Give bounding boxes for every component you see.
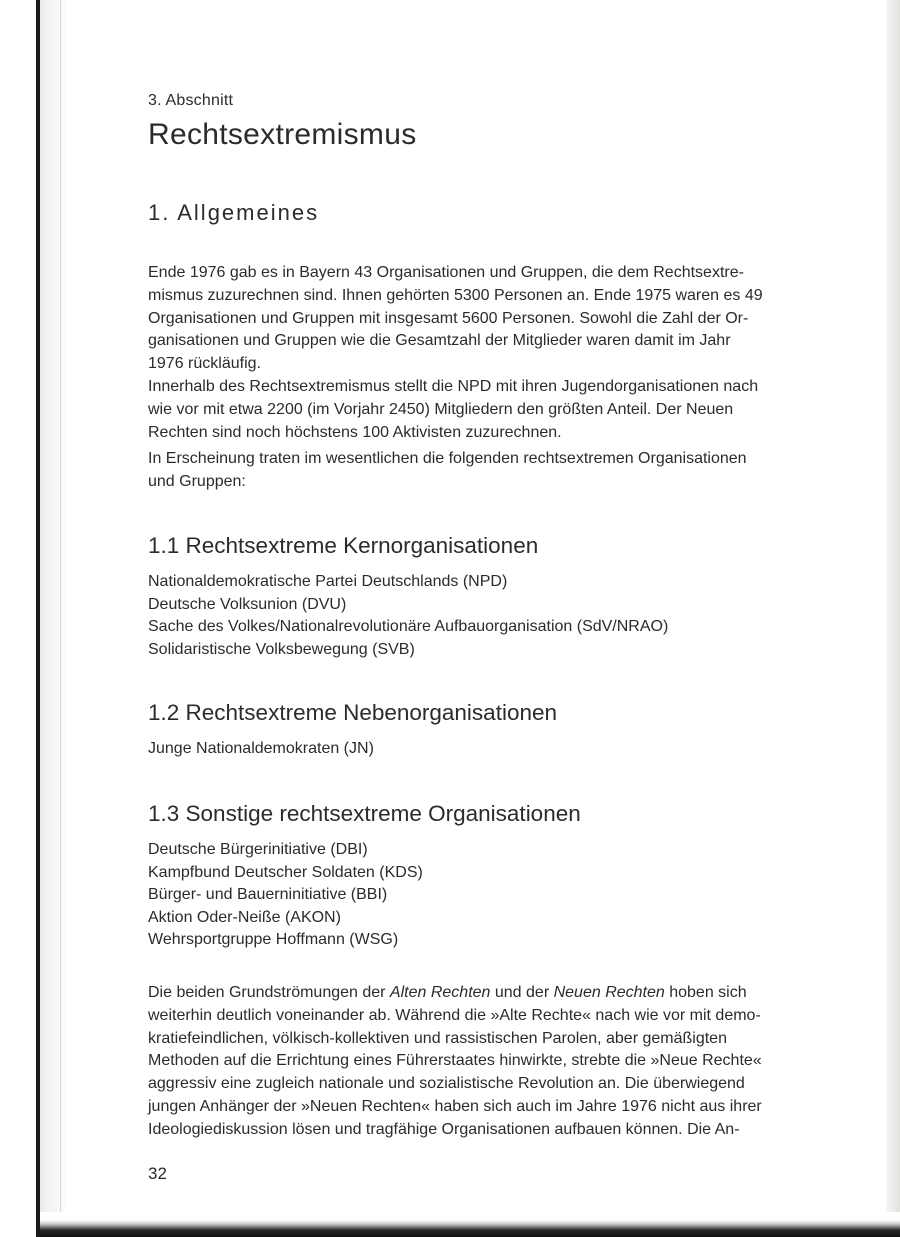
page-title: Rechtsextremismus bbox=[148, 118, 417, 151]
scan-bottom-edge bbox=[40, 1212, 900, 1237]
text-line: kratiefeindlichen, völkisch-kollektiven und rassistischen Parolen, aber gemäßigten bbox=[148, 1029, 727, 1047]
list-item: Deutsche Volksunion (DVU) bbox=[148, 595, 347, 613]
list-item: Solidaristische Volksbewegung (SVB) bbox=[148, 640, 415, 658]
text-line: Ideologiediskussion lösen und tragfähige Organisationen aufbauen können. Die An- bbox=[148, 1120, 740, 1138]
list-item: Sache des Volkes/Nationalrevolutionäre Aufbauorganisation (SdV/NRAO) bbox=[148, 618, 669, 636]
text-line: Ende 1976 gab es in Bayern 43 Organisationen und Gruppen, die dem Rechtsextre- bbox=[148, 264, 744, 281]
heading-sonstige-organisationen: 1.3 Sonstige rechtsextreme Organisationen bbox=[148, 801, 581, 826]
heading-kernorganisationen: 1.1 Rechtsextreme Kernorganisationen bbox=[148, 533, 539, 558]
text-line: wie vor mit etwa 2200 (im Vorjahr 2450) Mitgliedern den größten Anteil. Der Neuen bbox=[148, 400, 734, 418]
text-line bbox=[148, 982, 840, 1005]
text-line: weiterhin deutlich voneinander ab. Während die »Alte Rechte« nach wie vor mit demo- bbox=[148, 1006, 761, 1024]
paragraph-closing bbox=[148, 982, 840, 1142]
text-line: und Gruppen: bbox=[148, 472, 246, 490]
paragraph-2 bbox=[148, 376, 840, 444]
list-item: Nationaldemokratische Partei Deutschlands (NPD) bbox=[148, 573, 508, 590]
text-line: 1976 rückläufig. bbox=[148, 355, 261, 373]
term-alte-rechte: Alten Rechten bbox=[389, 984, 491, 1001]
text-line: Methoden auf die Errichtung eines Führerstaates hinwirkte, strebte die »Neue Rechte« bbox=[148, 1052, 762, 1070]
paragraph-3 bbox=[148, 448, 840, 494]
paragraph-1 bbox=[148, 262, 840, 376]
text-fragment: hoben sich bbox=[664, 984, 747, 1001]
list-sonstige-organisationen bbox=[148, 839, 423, 952]
list-item: Junge Nationaldemokraten (JN) bbox=[148, 740, 374, 757]
text-line: Organisationen und Gruppen mit insgesamt 5600 Personen. Sowohl die Zahl der Or- bbox=[148, 309, 749, 327]
text-line: jungen Anhänger der »Neuen Rechten« haben sich auch im Jahre 1976 nicht aus ihrer bbox=[148, 1097, 762, 1115]
list-item: Aktion Oder-Neiße (AKON) bbox=[148, 908, 341, 926]
text-fragment: und der bbox=[490, 984, 554, 1001]
text-fragment: Die beiden Grundströmungen der bbox=[148, 984, 390, 1001]
heading-allgemeines: 1. Allgemeines bbox=[148, 200, 320, 225]
list-item: Deutsche Bürgerinitiative (DBI) bbox=[148, 841, 368, 858]
text-line: In Erscheinung traten im wesentlichen die folgenden rechtsextremen Organisationen bbox=[148, 450, 747, 467]
page-gutter bbox=[40, 0, 66, 1237]
list-nebenorganisationen bbox=[148, 738, 374, 761]
text-line: Rechten sind noch höchstens 100 Aktivisten zuzurechnen. bbox=[148, 423, 562, 441]
list-item: Kampfbund Deutscher Soldaten (KDS) bbox=[148, 863, 423, 881]
page-number: 32 bbox=[148, 1164, 167, 1183]
term-neue-rechte: Neuen Rechten bbox=[553, 984, 665, 1001]
text-line: aggressiv eine zugleich nationale und sozialistische Revolution an. Die überwiegend bbox=[148, 1075, 745, 1093]
list-item: Bürger- und Bauerninitiative (BBI) bbox=[148, 886, 388, 904]
list-item: Wehrsportgruppe Hoffmann (WSG) bbox=[148, 931, 399, 949]
heading-nebenorganisationen: 1.2 Rechtsextreme Nebenorganisationen bbox=[148, 700, 557, 725]
gutter-line bbox=[60, 0, 61, 1237]
scan-left-edge bbox=[0, 0, 40, 1237]
text-line: ganisationen und Gruppen wie die Gesamtzahl der Mitglieder waren damit im Jahr bbox=[148, 332, 731, 350]
scan-right-edge bbox=[886, 0, 900, 1237]
section-label: 3. Abschnitt bbox=[148, 92, 234, 109]
list-kernorganisationen bbox=[148, 571, 668, 661]
text-line: mismus zuzurechnen sind. Ihnen gehörten 5300 Personen an. Ende 1975 waren es 49 bbox=[148, 286, 763, 304]
text-line: Innerhalb des Rechtsextremismus stellt die NPD mit ihren Jugendorganisationen nach bbox=[148, 378, 759, 395]
